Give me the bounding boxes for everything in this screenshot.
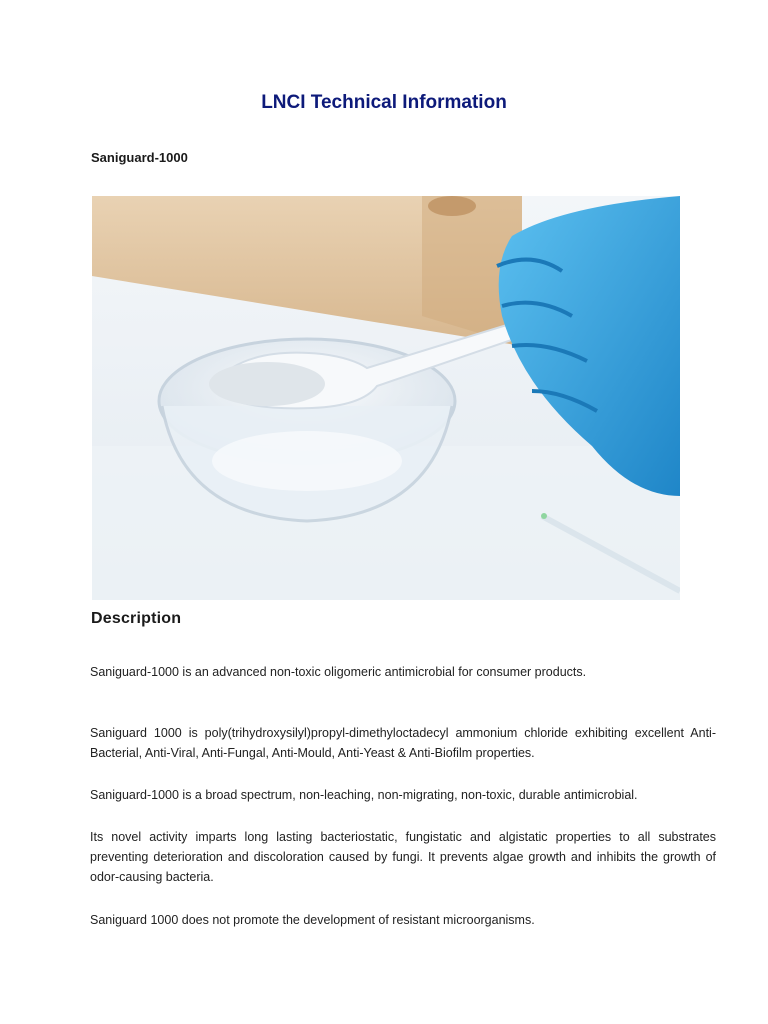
product-photo: [92, 196, 680, 600]
composition-paragraph: Saniguard 1000 is poly(trihydroxysilyl)propyl-dimethyloctadecyl ammonium chloride exhibiting excellent Anti-Bacterial, Anti-Viral, Anti-Fungal, Anti-Mould, Anti-Yeast & Anti-Biofilm properties.: [90, 726, 716, 760]
activity-paragraph: Its novel activity imparts long lasting bacteriostatic, fungistatic and algistatic properties to all substrates preventing deterioration and discoloration caused by fungi. It prevents algae growth and inhibits the growth of odor-causing bacteria.: [90, 830, 716, 884]
powder-spoon-illustration: [92, 196, 680, 600]
spectrum-paragraph: Saniguard-1000 is a broad spectrum, non-leaching, non-migrating, non-toxic, durable antimicrobial.: [90, 788, 638, 802]
description-paragraph: Saniguard-1000 is an advanced non-toxic oligomeric antimicrobial for consumer products.: [90, 665, 587, 679]
resistance-paragraph: Saniguard 1000 does not promote the development of resistant microorganisms.: [90, 913, 535, 927]
product-name: Saniguard-1000: [91, 150, 188, 165]
page-title: LNCI Technical Information: [261, 92, 507, 113]
section-heading-description: Description: [91, 610, 182, 627]
